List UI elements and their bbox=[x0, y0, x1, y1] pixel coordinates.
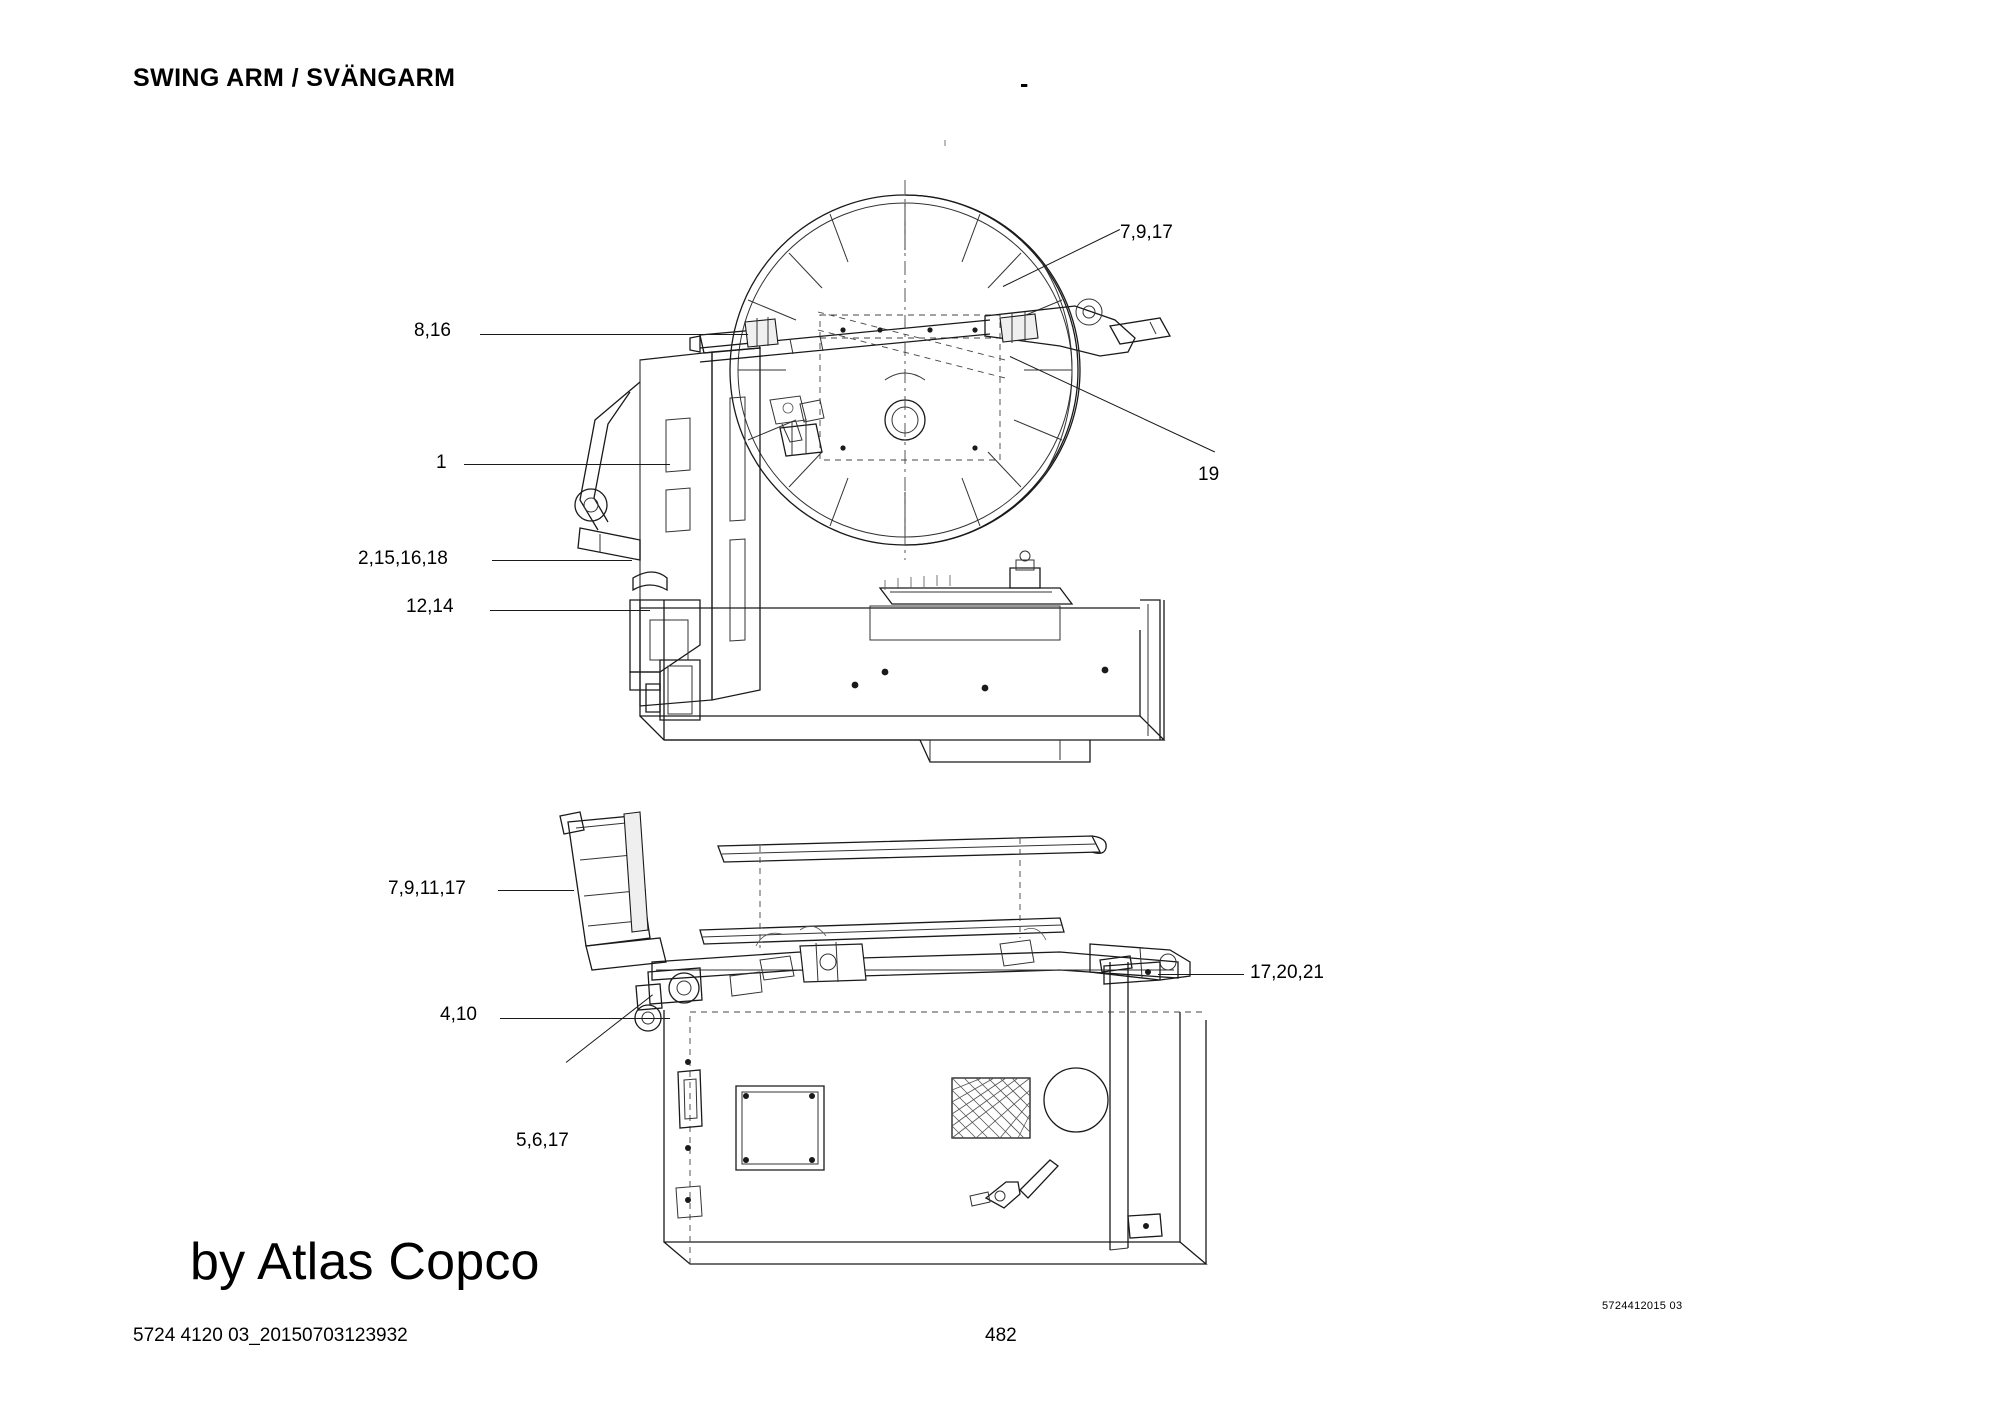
leader-line-1 bbox=[464, 464, 670, 465]
leader-line-19 bbox=[1010, 356, 1215, 452]
title-separator: - bbox=[1020, 70, 1029, 98]
leader-line-7-9-17 bbox=[1003, 229, 1120, 287]
callout-4-10: 4,10 bbox=[440, 1004, 477, 1025]
leader-line-8-16 bbox=[480, 334, 748, 335]
callout-17-20-21: 17,20,21 bbox=[1250, 962, 1324, 983]
leader-line-17-20-21 bbox=[1158, 974, 1244, 975]
callout-2-15-16-18: 2,15,16,18 bbox=[358, 548, 448, 569]
drawing-code: 5724412015 03 bbox=[1602, 1300, 1683, 1312]
callout-5-6-17: 5,6,17 bbox=[516, 1130, 569, 1151]
callout-7-9-11-17: 7,9,11,17 bbox=[388, 878, 466, 899]
callout-1: 1 bbox=[436, 452, 447, 473]
leader-line-4-10 bbox=[500, 1018, 670, 1019]
callout-12-14: 12,14 bbox=[406, 596, 454, 617]
leader-line-5-6-17 bbox=[566, 994, 653, 1063]
callout-19: 19 bbox=[1198, 464, 1220, 485]
leader-line-12-14 bbox=[490, 610, 650, 611]
leader-line-2-15-16-18 bbox=[492, 560, 632, 561]
callout-7-9-17: 7,9,17 bbox=[1120, 222, 1173, 243]
document-reference: 5724 4120 03_20150703123932 bbox=[133, 1325, 408, 1346]
top-view-group bbox=[575, 180, 1170, 762]
brand-text: by Atlas Copco bbox=[190, 1233, 540, 1291]
leader-line-7-9-11-17 bbox=[498, 890, 574, 891]
page-title: SWING ARM / SVÄNGARM bbox=[133, 64, 456, 92]
bottom-view-group bbox=[560, 812, 1206, 1264]
callout-8-16: 8,16 bbox=[414, 320, 451, 341]
page-number: 482 bbox=[985, 1325, 1017, 1346]
